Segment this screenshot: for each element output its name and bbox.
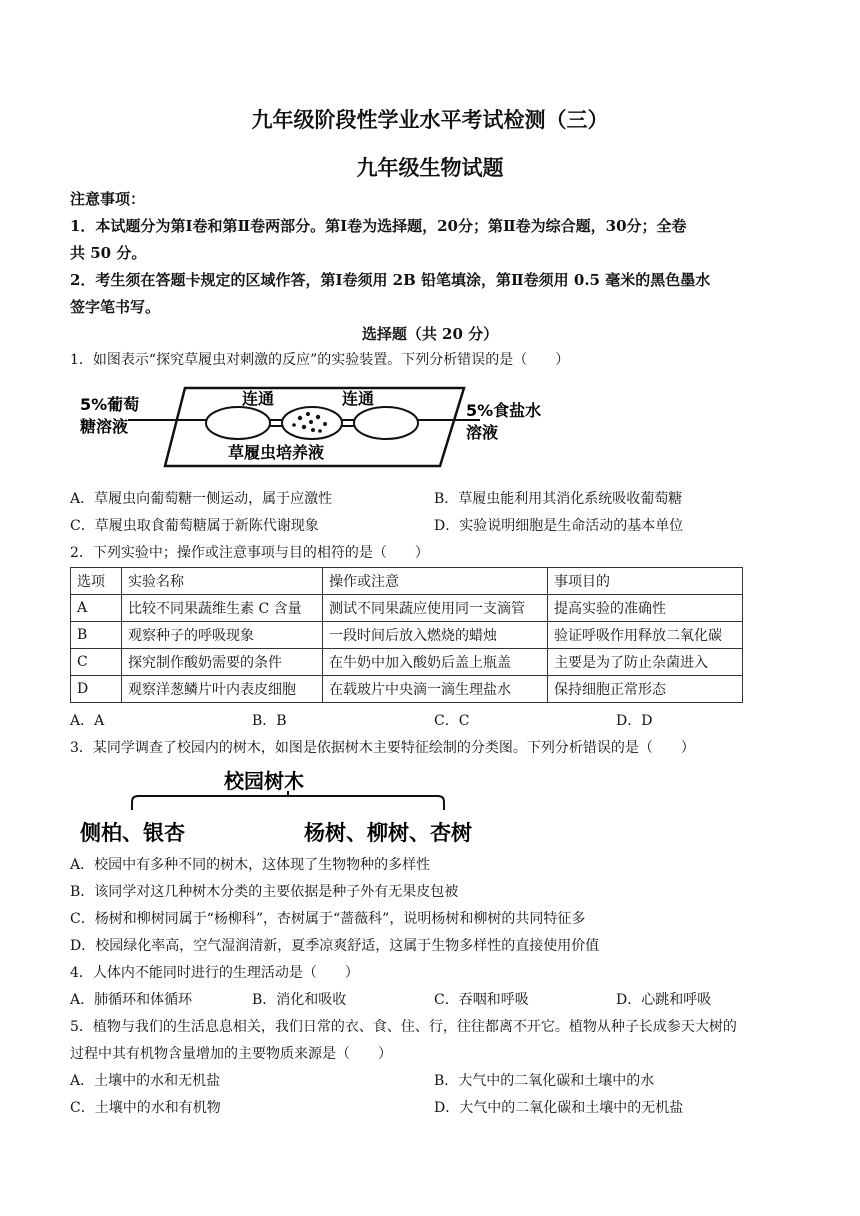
q3-option-c: C．杨树和柳树同属于“杨柳科”，杏树属于“蔷薇科”，说明杨树和柳树的共同特征多: [70, 911, 586, 927]
table-row: [71, 649, 743, 676]
table-cell: B: [71, 622, 122, 649]
q3-stem: 3．某同学调查了校园内的树木，如图是依据树木主要特征绘制的分类图。下列分析错误的是（ ）: [70, 740, 695, 756]
fig-top-right-label: 连通: [342, 389, 375, 408]
q2-option-a: A．A: [70, 713, 105, 729]
fig-left-group: 侧柏、银杏: [80, 821, 185, 845]
table-cell: 保持细胞正常形态: [548, 676, 743, 703]
q5-option-a: A．土壤中的水和无机盐: [70, 1073, 221, 1089]
q3-option-b: B．该同学对这几种树木分类的主要依据是种子外有无果皮包被: [70, 884, 459, 900]
q5-option-b: B．大气中的二氧化碳和土壤中的水: [434, 1073, 655, 1089]
fig-left-label-2: 糖溶液: [80, 417, 129, 436]
section-heading: 选择题（共 20 分）: [361, 325, 499, 343]
q4-option-c: C．吞咽和呼吸: [434, 992, 529, 1008]
table-row: [71, 595, 743, 622]
q1-option-d: D．实验说明细胞是生命活动的基本单位: [434, 518, 684, 534]
table-cell: 在牛奶中加入酸奶后盖上瓶盖: [323, 649, 548, 676]
table-header-row: [71, 568, 743, 595]
table-cell: 主要是为了防止杂菌进入: [548, 649, 743, 676]
exam-subtitle: 九年级生物试题: [356, 155, 504, 180]
q2-option-b: B．B: [252, 713, 287, 729]
fig-left-label-1: 5%葡萄: [80, 395, 140, 414]
table-cell: 一段时间后放入燃烧的蜡烛: [323, 622, 548, 649]
q5-option-c: C．土壤中的水和有机物: [70, 1100, 221, 1116]
fig-bottom-label: 草履虫培养液: [228, 443, 325, 462]
q1-option-a: A．草履虫向葡萄糖一侧运动，属于应激性: [70, 491, 333, 507]
notes-item-1-cont: 共 50 分。: [70, 244, 147, 262]
q5-stem: 5．植物与我们的生活息息相关，我们日常的衣、食、住、行，往往都离不开它。植物从种子长成参天大树的: [70, 1019, 737, 1035]
q1-figure: [80, 378, 580, 474]
notes-item-2-cont: 签字笔书写。: [70, 298, 161, 316]
q4-option-a: A．肺循环和体循环: [70, 992, 193, 1008]
fig-root-label: 校园树木: [224, 769, 304, 793]
table-cell: 探究制作酸奶需要的条件: [122, 649, 323, 676]
q2-stem: 2．下列实验中；操作或注意事项与目的相符的是（ ）: [70, 545, 429, 561]
q3-option-d: D．校园绿化率高，空气湿润清新，夏季凉爽舒适，这属于生物多样性的直接使用价值: [70, 938, 600, 954]
q1-option-b: B．草履虫能利用其消化系统吸收葡萄糖: [434, 491, 683, 507]
exam-title: 九年级阶段性学业水平考试检测（三）: [251, 107, 609, 132]
table-cell: 观察洋葱鳞片叶内表皮细胞: [122, 676, 323, 703]
tree-classification-diagram: [76, 762, 536, 850]
table-cell: 验证呼吸作用释放二氧化碳: [548, 622, 743, 649]
q5-option-d: D．大气中的二氧化碳和土壤中的无机盐: [434, 1100, 684, 1116]
q5-stem-cont: 过程中其有机物含量增加的主要物质来源是（ ）: [70, 1046, 392, 1062]
table-cell: C: [71, 649, 122, 676]
q2-option-d: D．D: [616, 713, 653, 729]
table-cell: D: [71, 676, 122, 703]
table-header: 实验名称: [122, 568, 323, 595]
q1-stem: 1．如图表示“探究草履虫对刺激的反应”的实验装置。下列分析错误的是（ ）: [70, 352, 570, 368]
table-row: [71, 622, 743, 649]
table-header: 操作或注意: [323, 568, 548, 595]
table-row: [71, 676, 743, 703]
q2-experiment-table: [70, 567, 743, 703]
table-header: 选项: [71, 568, 122, 595]
fig-right-label-1: 5%食盐水: [466, 401, 542, 420]
table-cell: A: [71, 595, 122, 622]
paramecium-apparatus-diagram: [80, 378, 580, 474]
q4-stem: 4．人体内不能同时进行的生理活动是（ ）: [70, 965, 359, 981]
table-header: 事项目的: [548, 568, 743, 595]
fig-top-left-label: 连通: [242, 389, 275, 408]
table-cell: 测试不同果蔬应使用同一支滴管: [323, 595, 548, 622]
fig-right-label-2: 溶液: [466, 423, 499, 442]
right-droplet: [354, 407, 418, 439]
q1-option-c: C．草履虫取食葡萄糖属于新陈代谢现象: [70, 518, 319, 534]
q4-option-d: D．心跳和呼吸: [616, 992, 712, 1008]
notes-item-2: 2．考生须在答题卡规定的区域作答，第Ⅰ卷须用 2B 铅笔填涂，第Ⅱ卷须用 0.5 毫米的黑色墨水: [70, 271, 711, 289]
q3-figure: [76, 762, 536, 850]
q3-option-a: A．校园中有多种不同的树木，这体现了生物物种的多样性: [70, 857, 431, 873]
table-cell: 在载玻片中央滴一滴生理盐水: [323, 676, 548, 703]
left-droplet: [206, 407, 270, 439]
table-cell: 比较不同果蔬维生素 C 含量: [122, 595, 323, 622]
table-cell: 观察种子的呼吸现象: [122, 622, 323, 649]
table-cell: 提高实验的准确性: [548, 595, 743, 622]
q4-option-b: B．消化和吸收: [252, 992, 347, 1008]
notes-item-1: 1．本试题分为第Ⅰ卷和第Ⅱ卷两部分。第Ⅰ卷为选择题，20分；第Ⅱ卷为综合题，30分；全卷: [70, 217, 687, 235]
q2-option-c: C．C: [434, 713, 470, 729]
fig-right-group: 杨树、柳树、杏树: [304, 821, 472, 845]
notes-heading: 注意事项：: [70, 190, 146, 208]
